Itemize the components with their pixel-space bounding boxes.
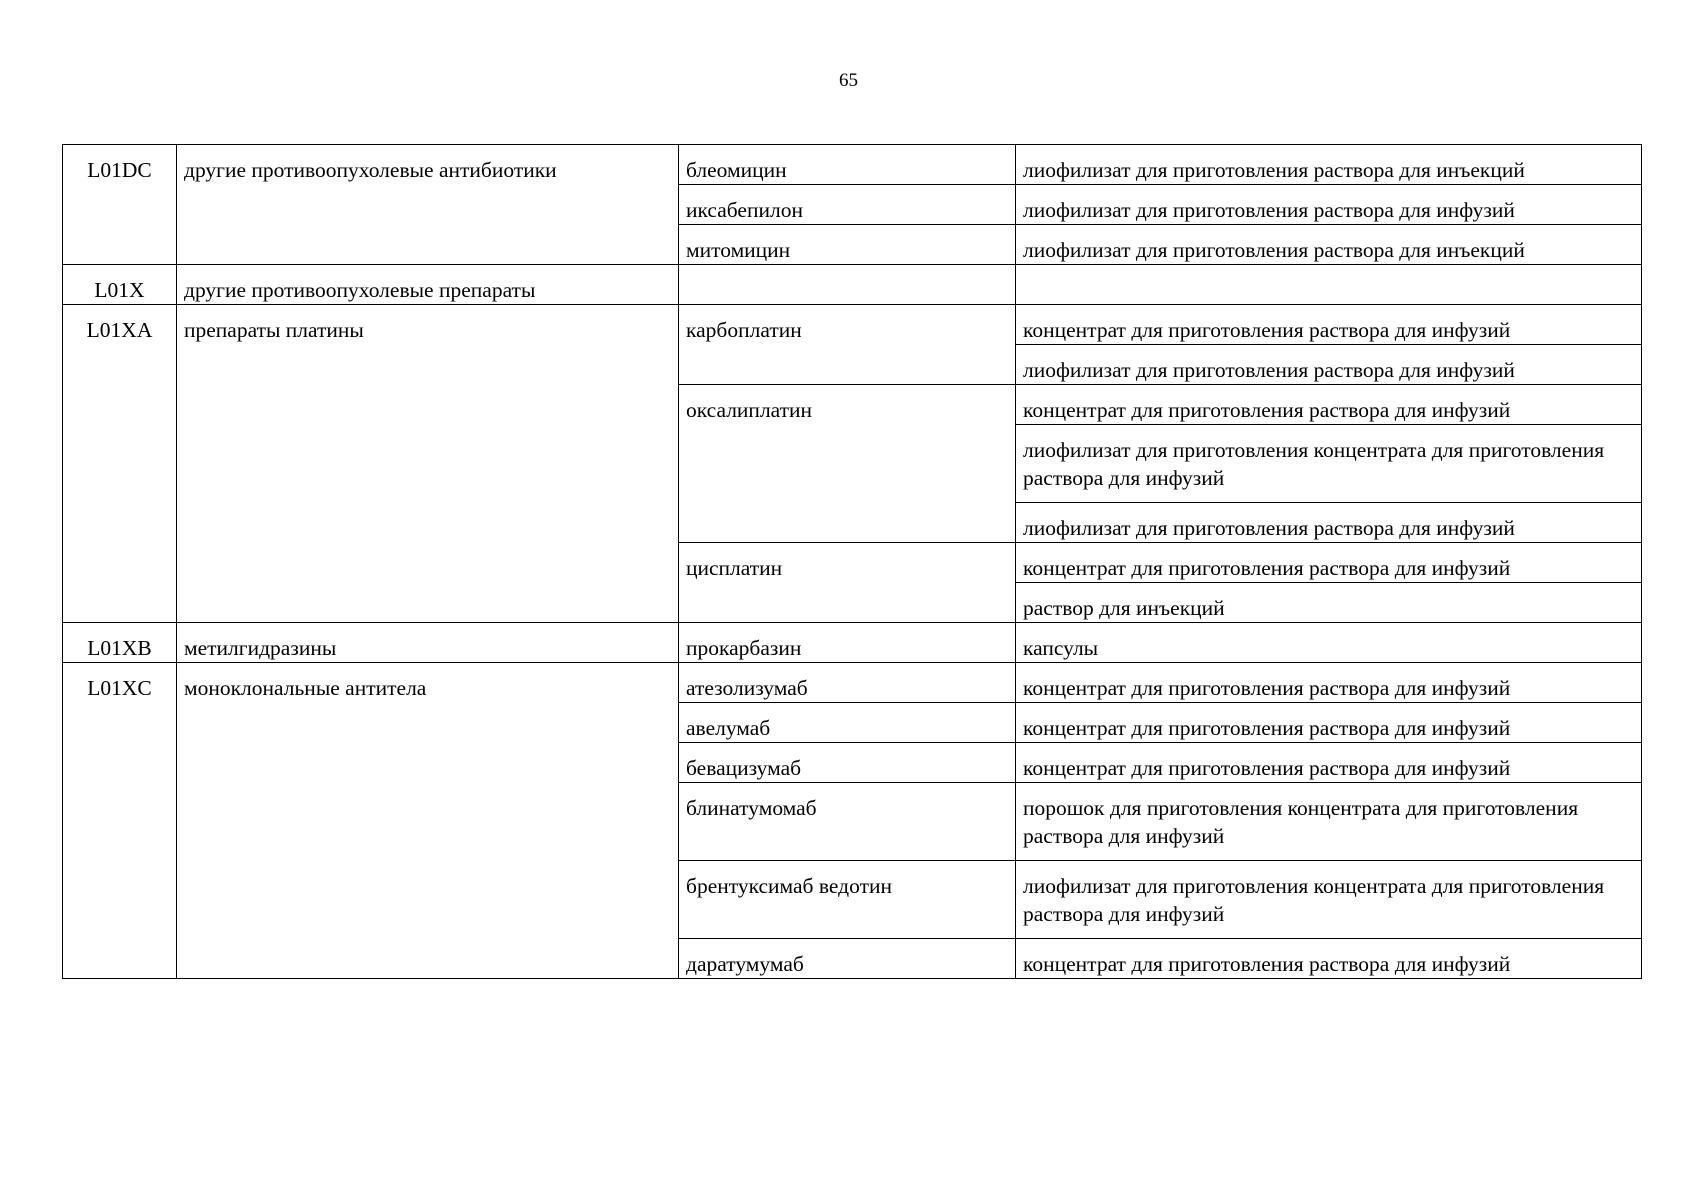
drug-name-cell — [679, 265, 1016, 305]
group-name-cell: препараты платины — [177, 305, 679, 623]
table-row — [63, 305, 1642, 345]
dosage-form-cell: концентрат для приготовления раствора для инфузий — [1016, 939, 1642, 979]
dosage-form-cell: концентрат для приготовления раствора для инфузий — [1016, 743, 1642, 783]
atc-code-cell: L01XC — [63, 663, 177, 979]
dosage-form-cell: концентрат для приготовления раствора для инфузий — [1016, 305, 1642, 345]
dosage-form-cell: концентрат для приготовления раствора для инфузий — [1016, 385, 1642, 425]
table-row — [63, 145, 1642, 185]
dosage-form-cell: раствор для инъекций — [1016, 583, 1642, 623]
dosage-form-cell: лиофилизат для приготовления концентрата для приготовления раствора для инфузий — [1016, 861, 1642, 939]
drug-name-cell: карбоплатин — [679, 305, 1016, 385]
dosage-form-cell: лиофилизат для приготовления раствора для инфузий — [1016, 185, 1642, 225]
dosage-form-cell: концентрат для приготовления раствора для инфузий — [1016, 703, 1642, 743]
group-name-cell: моноклональные антитела — [177, 663, 679, 979]
group-name-cell: метилгидразины — [177, 623, 679, 663]
table-row — [63, 623, 1642, 663]
atc-code-cell: L01X — [63, 265, 177, 305]
drug-name-cell: блинатумомаб — [679, 783, 1016, 861]
table-row — [63, 663, 1642, 703]
dosage-form-cell: лиофилизат для приготовления раствора для инъекций — [1016, 145, 1642, 185]
drug-name-cell: иксабепилон — [679, 185, 1016, 225]
group-name-cell: другие противоопухолевые антибиотики — [177, 145, 679, 265]
drug-name-cell: брентуксимаб ведотин — [679, 861, 1016, 939]
drug-name-cell: оксалиплатин — [679, 385, 1016, 543]
drug-name-cell: атезолизумаб — [679, 663, 1016, 703]
atc-code-cell: L01XA — [63, 305, 177, 623]
dosage-form-cell: концентрат для приготовления раствора для инфузий — [1016, 663, 1642, 703]
table-row — [63, 265, 1642, 305]
drug-name-cell: даратумумаб — [679, 939, 1016, 979]
drug-name-cell: бевацизумаб — [679, 743, 1016, 783]
dosage-form-cell: лиофилизат для приготовления раствора для инъекций — [1016, 225, 1642, 265]
drug-name-cell: блеомицин — [679, 145, 1016, 185]
dosage-form-cell — [1016, 265, 1642, 305]
page-number: 65 — [839, 70, 858, 91]
group-name-cell: другие противоопухолевые препараты — [177, 265, 679, 305]
dosage-form-cell: капсулы — [1016, 623, 1642, 663]
dosage-form-cell: лиофилизат для приготовления раствора для инфузий — [1016, 503, 1642, 543]
dosage-form-cell: концентрат для приготовления раствора для инфузий — [1016, 543, 1642, 583]
drug-name-cell: митомицин — [679, 225, 1016, 265]
dosage-form-cell: лиофилизат для приготовления концентрата для приготовления раствора для инфузий — [1016, 425, 1642, 503]
dosage-form-cell: порошок для приготовления концентрата для приготовления раствора для инфузий — [1016, 783, 1642, 861]
atc-code-cell: L01DC — [63, 145, 177, 265]
drug-table — [62, 144, 1642, 979]
drug-name-cell: цисплатин — [679, 543, 1016, 623]
atc-code-cell: L01XB — [63, 623, 177, 663]
dosage-form-cell: лиофилизат для приготовления раствора для инфузий — [1016, 345, 1642, 385]
drug-name-cell: авелумаб — [679, 703, 1016, 743]
drug-name-cell: прокарбазин — [679, 623, 1016, 663]
